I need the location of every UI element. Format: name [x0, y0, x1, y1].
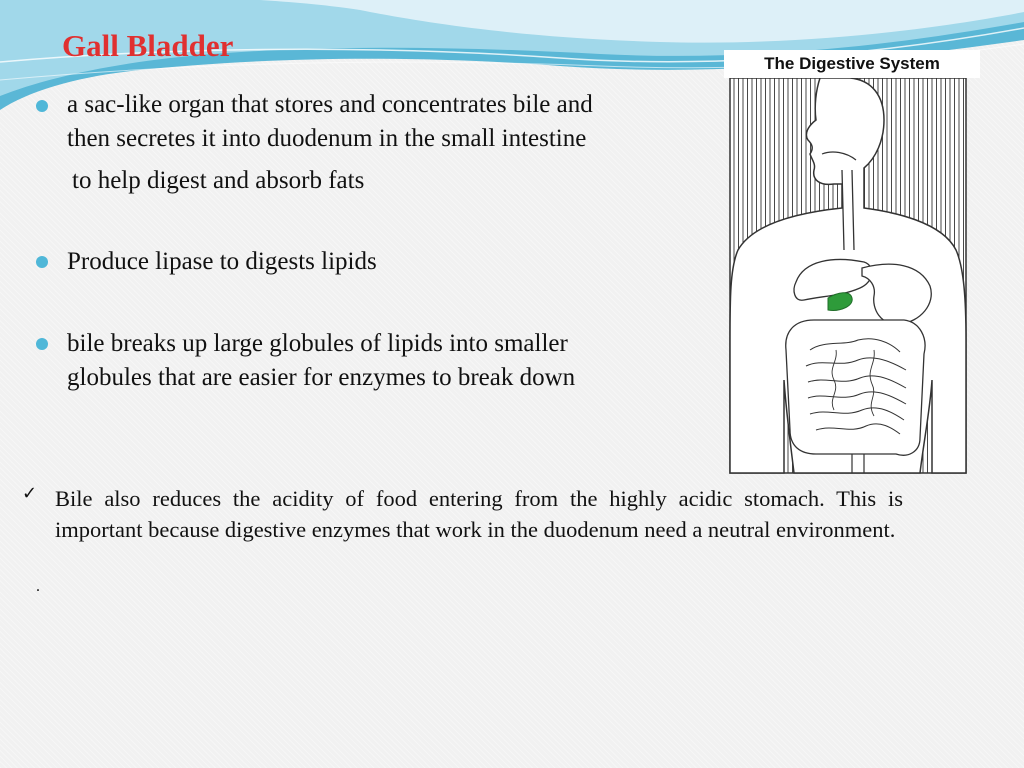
bullet-line: bile breaks up large globules of lipids into smaller [67, 330, 568, 357]
slide-title: Gall Bladder [62, 28, 234, 63]
bullet-continuation: to help digest and absorb fats [72, 167, 365, 194]
checkmark-icon: ✓ [22, 483, 38, 504]
bullet-line: globules that are easier for enzymes to break down [67, 364, 576, 391]
bullet-line: a sac-like organ that stores and concentrates bile and [67, 91, 593, 118]
bullet-item-1 [32, 88, 722, 198]
figure-title: The Digestive System [724, 50, 980, 78]
digestive-system-illustration [724, 50, 980, 475]
trailing-mark: . [36, 578, 40, 595]
bullet-text [67, 88, 593, 156]
bullet-text [67, 327, 575, 395]
check-item-text: Bile also reduces the acidity of food entering from the highly acidic stomach. This is important because digestive enzymes that work in the duodenum need a neutral environment. [55, 486, 903, 542]
bullet-dot-icon [36, 100, 48, 112]
bullet-line: then secretes it into duodenum in the small intestine [67, 125, 587, 152]
digestive-system-figure [724, 50, 980, 475]
bullet-line: Produce lipase to digests lipids [67, 248, 377, 275]
bullet-item-3 [32, 327, 722, 399]
bullet-text [67, 245, 377, 279]
bullet-dot-icon [36, 338, 48, 350]
bullet-dot-icon [36, 256, 48, 268]
bullet-item-2 [32, 245, 722, 281]
